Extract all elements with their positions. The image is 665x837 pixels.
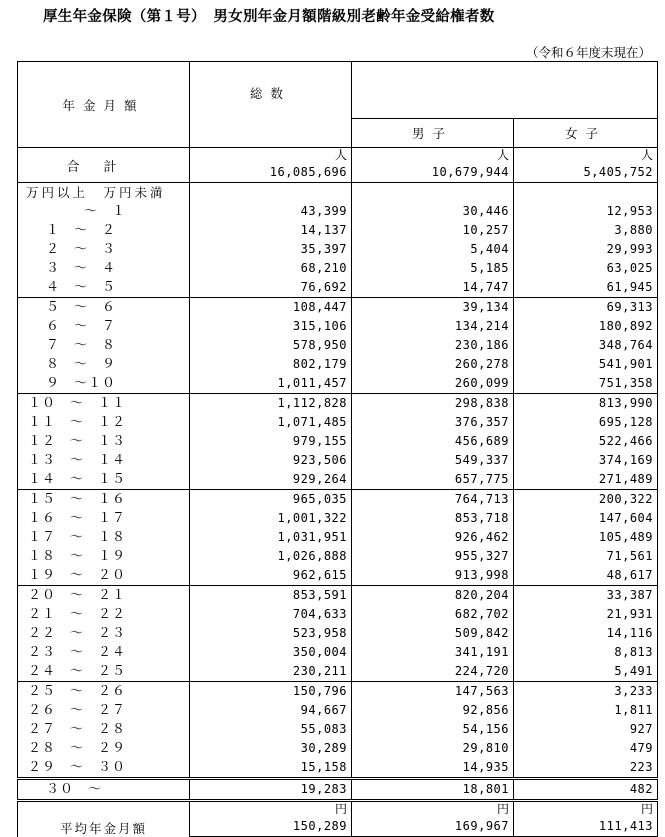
table-row <box>18 682 658 702</box>
total-male: 10,679,944 <box>352 163 514 183</box>
cell-male: 14,935 <box>352 758 514 779</box>
unit-persons: 人 <box>190 148 352 164</box>
cell-total: 15,158 <box>190 758 352 779</box>
cell-male: 29,810 <box>352 739 514 758</box>
range-label: １５ ～ １６ <box>18 490 190 510</box>
table-row <box>18 451 658 470</box>
cell-male: 147,563 <box>352 682 514 702</box>
table-row <box>18 662 658 682</box>
cell-total: 94,667 <box>190 701 352 720</box>
as-of-date: （令和６年度末現在） <box>525 45 651 60</box>
cell-male: 10,257 <box>352 221 514 240</box>
range-label: １７ ～ １８ <box>18 528 190 547</box>
unit-yen: 円 <box>190 801 352 818</box>
cell-female: 12,953 <box>514 202 658 221</box>
cell-total: 923,506 <box>190 451 352 470</box>
cell-total: 578,950 <box>190 336 352 355</box>
cell-female: 14,116 <box>514 624 658 643</box>
cell-total: 1,026,888 <box>190 547 352 566</box>
range-label: １２ ～ １３ <box>18 432 190 451</box>
cell-female: 8,813 <box>514 643 658 662</box>
table-row <box>18 779 658 801</box>
range-label: ２７ ～ ２８ <box>18 720 190 739</box>
range-label: ２６ ～ ２７ <box>18 701 190 720</box>
cell-male: 764,713 <box>352 490 514 510</box>
range-label: ３０ ～ <box>18 779 190 801</box>
header-total: 総数 <box>190 62 352 148</box>
table-row <box>18 317 658 336</box>
cell-male: 509,842 <box>352 624 514 643</box>
cell-male: 134,214 <box>352 317 514 336</box>
total-female: 5,405,752 <box>514 163 658 183</box>
header-class: 年金月額 <box>18 62 190 148</box>
table-row <box>18 490 658 510</box>
range-label: ２３ ～ ２４ <box>18 643 190 662</box>
cell-total: 962,615 <box>190 566 352 586</box>
cell-total: 979,155 <box>190 432 352 451</box>
cell-female: 180,892 <box>514 317 658 336</box>
range-label: ２５ ～ ２６ <box>18 682 190 702</box>
cell-total: 350,004 <box>190 643 352 662</box>
cell-female: 751,358 <box>514 374 658 394</box>
cell-male: 820,204 <box>352 586 514 606</box>
cell-male: 456,689 <box>352 432 514 451</box>
cell-total: 523,958 <box>190 624 352 643</box>
cell-female: 541,901 <box>514 355 658 374</box>
cell-female: 813,990 <box>514 394 658 414</box>
range-label: ３ ～ ４ <box>18 259 190 278</box>
range-label: １９ ～ ２０ <box>18 566 190 586</box>
cell-male: 913,998 <box>352 566 514 586</box>
range-label: ２２ ～ ２３ <box>18 624 190 643</box>
average-female: 111,413 <box>514 817 658 837</box>
cell-female: 271,489 <box>514 470 658 490</box>
cell-female: 105,489 <box>514 528 658 547</box>
range-label: ２０ ～ ２１ <box>18 586 190 606</box>
range-label: １４ ～ １５ <box>18 470 190 490</box>
cell-total: 1,001,322 <box>190 509 352 528</box>
table-row <box>18 720 658 739</box>
table-row <box>18 509 658 528</box>
cell-female: 482 <box>514 779 658 801</box>
cell-total: 1,031,951 <box>190 528 352 547</box>
table-row <box>18 528 658 547</box>
range-unit-label: 万円以上 万円未満 <box>18 183 190 203</box>
table-row <box>18 413 658 432</box>
cell-male: 5,185 <box>352 259 514 278</box>
cell-male: 14,747 <box>352 278 514 298</box>
header-female: 女子 <box>514 119 658 148</box>
cell-total: 55,083 <box>190 720 352 739</box>
table-row <box>18 739 658 758</box>
cell-female: 33,387 <box>514 586 658 606</box>
range-label: ５ ～ ６ <box>18 298 190 318</box>
range-label: ８ ～ ９ <box>18 355 190 374</box>
header-blank <box>352 62 658 119</box>
table-row <box>18 278 658 298</box>
table-row <box>18 605 658 624</box>
cell-female: 479 <box>514 739 658 758</box>
cell-female: 63,025 <box>514 259 658 278</box>
unit-yen: 円 <box>352 801 514 818</box>
cell-male: 92,856 <box>352 701 514 720</box>
range-label: １８ ～ １９ <box>18 547 190 566</box>
table-row <box>18 643 658 662</box>
cell-total: 19,283 <box>190 779 352 801</box>
cell-female: 3,233 <box>514 682 658 702</box>
cell-female: 200,322 <box>514 490 658 510</box>
unit-persons: 人 <box>352 148 514 164</box>
cell-female: 1,811 <box>514 701 658 720</box>
table-row <box>18 701 658 720</box>
table-row <box>18 355 658 374</box>
cell-male: 549,337 <box>352 451 514 470</box>
cell-female: 48,617 <box>514 566 658 586</box>
cell-total: 1,071,485 <box>190 413 352 432</box>
cell-female: 3,880 <box>514 221 658 240</box>
range-label: ～ １ <box>18 202 190 221</box>
table-row <box>18 586 658 606</box>
range-label: ６ ～ ７ <box>18 317 190 336</box>
cell-total: 43,399 <box>190 202 352 221</box>
cell-female: 374,169 <box>514 451 658 470</box>
cell-total: 965,035 <box>190 490 352 510</box>
range-label: ２１ ～ ２２ <box>18 605 190 624</box>
cell-female: 21,931 <box>514 605 658 624</box>
cell-male: 54,156 <box>352 720 514 739</box>
range-label: ２ ～ ３ <box>18 240 190 259</box>
pension-table <box>17 61 658 837</box>
range-label: ７ ～ ８ <box>18 336 190 355</box>
table-row <box>18 470 658 490</box>
cell-male: 853,718 <box>352 509 514 528</box>
cell-total: 929,264 <box>190 470 352 490</box>
total-all: 16,085,696 <box>190 163 352 183</box>
range-label: １０ ～ １１ <box>18 394 190 414</box>
cell-male: 5,404 <box>352 240 514 259</box>
table-row <box>18 259 658 278</box>
range-label: １ ～ ２ <box>18 221 190 240</box>
cell-female: 71,561 <box>514 547 658 566</box>
average-male: 169,967 <box>352 817 514 837</box>
table-row <box>18 624 658 643</box>
cell-total: 802,179 <box>190 355 352 374</box>
cell-total: 30,289 <box>190 739 352 758</box>
cell-total: 315,106 <box>190 317 352 336</box>
cell-male: 224,720 <box>352 662 514 682</box>
cell-female: 69,313 <box>514 298 658 318</box>
unit-yen: 円 <box>514 801 658 818</box>
cell-male: 30,446 <box>352 202 514 221</box>
table-row <box>18 566 658 586</box>
range-label: ２９ ～ ３０ <box>18 758 190 779</box>
cell-total: 230,211 <box>190 662 352 682</box>
range-label: ４ ～ ５ <box>18 278 190 298</box>
total-label: 合計 <box>18 148 190 183</box>
cell-male: 682,702 <box>352 605 514 624</box>
average-label: 平均年金月額 <box>18 801 190 837</box>
cell-total: 108,447 <box>190 298 352 318</box>
cell-male: 341,191 <box>352 643 514 662</box>
cell-total: 1,011,457 <box>190 374 352 394</box>
range-label: ９ ～１０ <box>18 374 190 394</box>
range-label: １１ ～ １２ <box>18 413 190 432</box>
cell-male: 39,134 <box>352 298 514 318</box>
table-row <box>18 394 658 414</box>
cell-female: 348,764 <box>514 336 658 355</box>
table-row <box>18 374 658 394</box>
cell-total: 35,397 <box>190 240 352 259</box>
cell-total: 14,137 <box>190 221 352 240</box>
cell-total: 1,112,828 <box>190 394 352 414</box>
cell-female: 29,993 <box>514 240 658 259</box>
cell-female: 5,491 <box>514 662 658 682</box>
cell-female: 61,945 <box>514 278 658 298</box>
table-row <box>18 432 658 451</box>
cell-male: 376,357 <box>352 413 514 432</box>
cell-female: 927 <box>514 720 658 739</box>
cell-total: 853,591 <box>190 586 352 606</box>
table-row <box>18 240 658 259</box>
cell-male: 260,278 <box>352 355 514 374</box>
table-row <box>18 221 658 240</box>
cell-female: 147,604 <box>514 509 658 528</box>
cell-total: 704,633 <box>190 605 352 624</box>
average-total: 150,289 <box>190 817 352 837</box>
cell-male: 230,186 <box>352 336 514 355</box>
table-row <box>18 547 658 566</box>
table-row <box>18 298 658 318</box>
unit-persons: 人 <box>514 148 658 164</box>
cell-female: 223 <box>514 758 658 779</box>
range-label: １３ ～ １４ <box>18 451 190 470</box>
cell-total: 68,210 <box>190 259 352 278</box>
cell-male: 18,801 <box>352 779 514 801</box>
table-row <box>18 758 658 779</box>
cell-male: 926,462 <box>352 528 514 547</box>
header-male: 男子 <box>352 119 514 148</box>
cell-male: 298,838 <box>352 394 514 414</box>
range-label: ２４ ～ ２５ <box>18 662 190 682</box>
table-row <box>18 336 658 355</box>
cell-female: 695,128 <box>514 413 658 432</box>
table-row <box>18 202 658 221</box>
range-label: ２８ ～ ２９ <box>18 739 190 758</box>
cell-total: 150,796 <box>190 682 352 702</box>
range-label: １６ ～ １７ <box>18 509 190 528</box>
page-title: 厚生年金保険（第１号） 男女別年金月額階級別老齢年金受給権者数 <box>43 9 495 25</box>
cell-male: 260,099 <box>352 374 514 394</box>
cell-female: 522,466 <box>514 432 658 451</box>
cell-male: 657,775 <box>352 470 514 490</box>
cell-total: 76,692 <box>190 278 352 298</box>
cell-male: 955,327 <box>352 547 514 566</box>
